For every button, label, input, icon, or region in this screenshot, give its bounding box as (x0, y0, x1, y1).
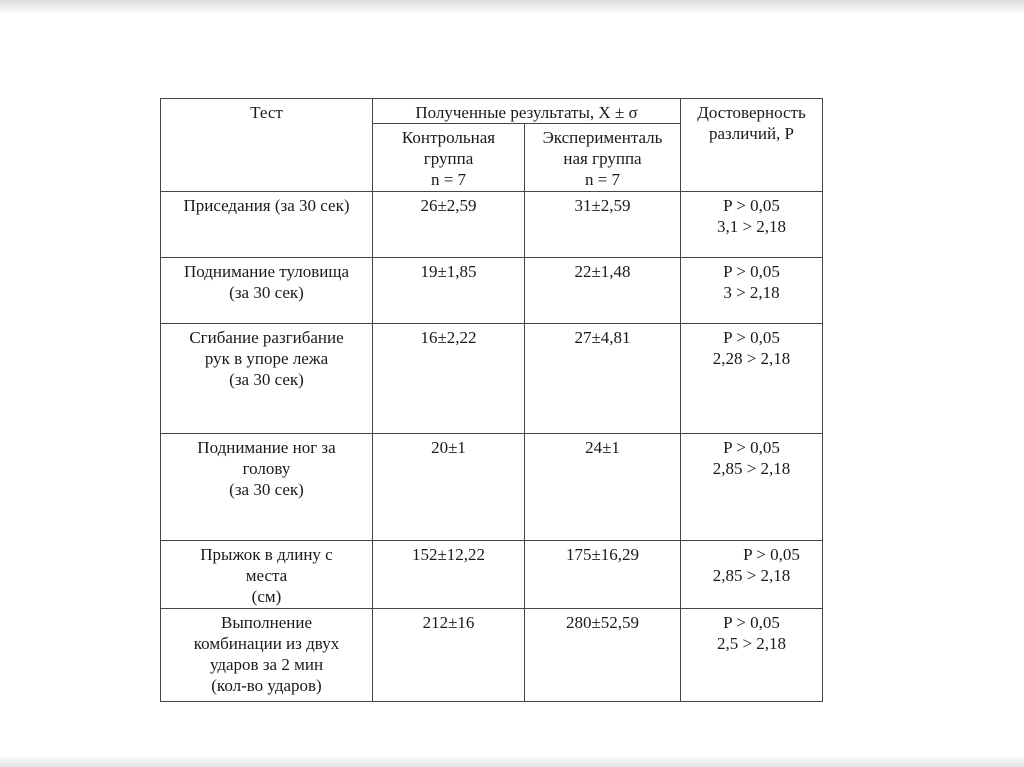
table-row (161, 324, 823, 434)
row-test: Прыжок в длину с места (см) (161, 541, 373, 609)
row-test: Выполнение комбинации из двух ударов за 2 мин (кол-во ударов) (161, 609, 373, 702)
header-results-label: Полученные результаты, X ± σ (415, 103, 638, 122)
row-experimental: 22±1,48 (525, 258, 681, 324)
row-significance: P > 0,05 3,1 > 2,18 (681, 192, 823, 258)
header-experimental (525, 124, 681, 192)
row-control: 212±16 (373, 609, 525, 702)
row-control: 16±2,22 (373, 324, 525, 434)
slide-bottom-shadow (0, 755, 1024, 767)
row-test: Поднимание туловища (за 30 сек) (161, 258, 373, 324)
table-row (161, 609, 823, 702)
row-significance: P > 0,05 2,85 > 2,18 (681, 541, 823, 609)
header-control-label: Контрольная группа n = 7 (401, 128, 496, 189)
row-test: Приседания (за 30 сек) (161, 192, 373, 258)
table-row (161, 258, 823, 324)
row-control: 152±12,22 (373, 541, 525, 609)
slide-top-shadow (0, 0, 1024, 14)
row-experimental: 24±1 (525, 434, 681, 541)
row-experimental: 31±2,59 (525, 192, 681, 258)
row-experimental: 27±4,81 (525, 324, 681, 434)
row-control: 19±1,85 (373, 258, 525, 324)
row-experimental: 280±52,59 (525, 609, 681, 702)
row-significance: P > 0,05 2,85 > 2,18 (681, 434, 823, 541)
row-control: 20±1 (373, 434, 525, 541)
table-row (161, 541, 823, 609)
row-significance: P > 0,05 2,5 > 2,18 (681, 609, 823, 702)
header-test-label: Тест (250, 103, 283, 122)
header-results (373, 99, 681, 124)
row-significance: P > 0,05 3 > 2,18 (681, 258, 823, 324)
row-test: Сгибание разгибание рук в упоре лежа (за 30 сек) (161, 324, 373, 434)
row-control: 26±2,59 (373, 192, 525, 258)
header-experimental-label: Эксперименталь ная группа n = 7 (542, 128, 663, 189)
row-significance: P > 0,05 2,28 > 2,18 (681, 324, 823, 434)
table-row (161, 192, 823, 258)
results-table (160, 98, 823, 702)
header-significance (681, 99, 823, 192)
header-test (161, 99, 373, 192)
header-control (373, 124, 525, 192)
header-significance-label: Достоверность различий, Р (697, 103, 806, 143)
table-row (161, 434, 823, 541)
header-row-1 (161, 99, 823, 124)
row-experimental: 175±16,29 (525, 541, 681, 609)
row-test: Поднимание ног за голову (за 30 сек) (161, 434, 373, 541)
